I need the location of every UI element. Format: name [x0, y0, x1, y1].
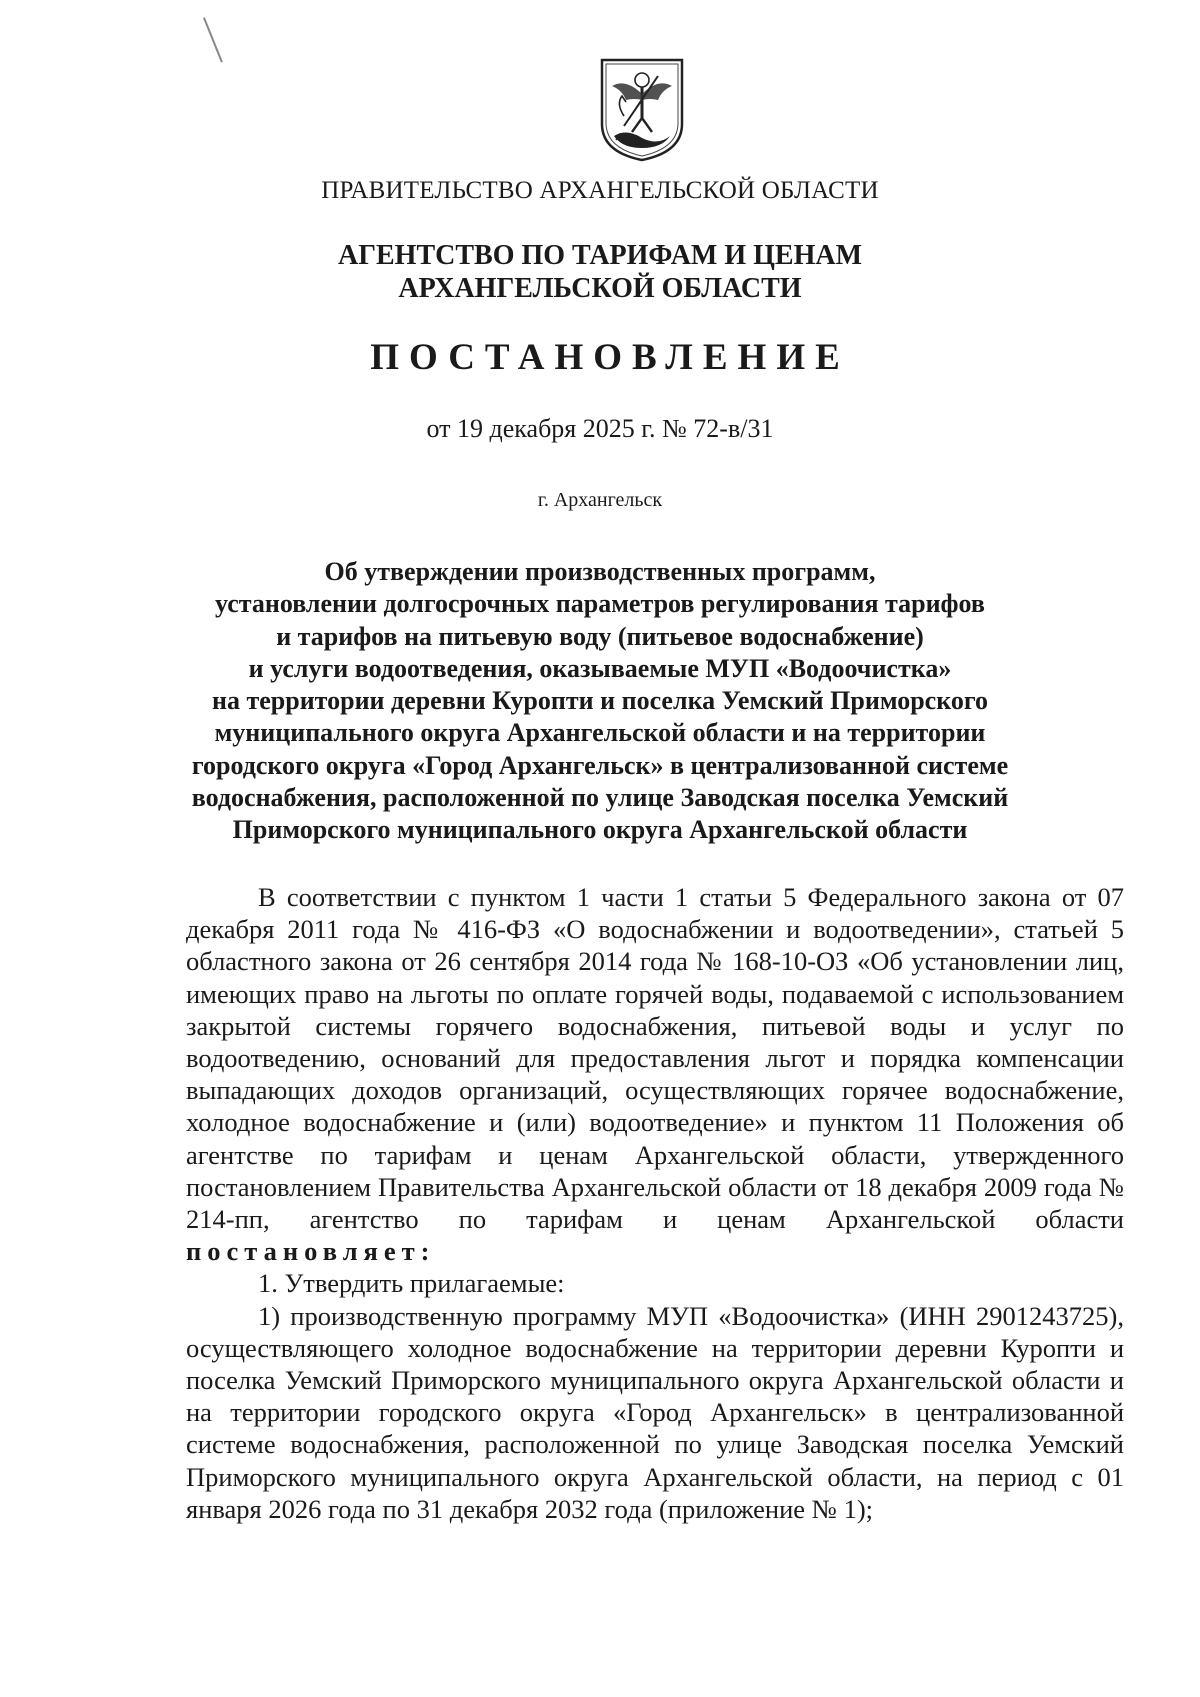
subject-line: муниципального округа Архангельской области и на территории	[214, 718, 986, 748]
point-1: 1. Утвердить прилагаемые:	[258, 1268, 565, 1299]
subject-line: установлении долгосрочных параметров регулирования тарифов	[215, 589, 985, 619]
government-name: ПРАВИТЕЛЬСТВО АРХАНГЕЛЬСКОЙ ОБЛАСТИ	[321, 177, 879, 204]
agency-name-line2: АРХАНГЕЛЬСКОЙ ОБЛАСТИ	[398, 273, 802, 304]
document-body	[186, 881, 1124, 1525]
scan-artifact-mark	[203, 17, 223, 62]
agency-name-line1: АГЕНТСТВО ПО ТАРИФАМ И ЦЕНАМ	[337, 240, 863, 271]
subject-line: городского округа «Город Архангельск» в централизованной системе	[191, 750, 1009, 780]
subject-line: и тарифов на питьевую воду (питьевое водоснабжение)	[276, 621, 924, 651]
document-subject	[0, 556, 1200, 847]
preamble-text: В соответствии с пунктом 1 части 1 статьи 5 Федерального закона от 07 декабря 2011 года № 416-ФЗ «О водоснабжении и водоотведении», статьей 5 областного закона от 26 сентября 2014 года № 168-10-ОЗ «Об установлении лиц, имеющих право на льготы по оплате горячей воды, подаваемой с использованием закрытой системы горячего водоснабжения, питьевой воды и услуг по водоотведению, оснований для предоставления льгот и порядка компенсации выпадающих доходов организаций, осуществляющих горячее водоснабжение, холодное водоснабжение и (или) водоотведение» и пунктом 11 Положения об агентстве по тарифам и ценам Архангельской области, утвержденного постановлением Правительства Архангельской области от 18 декабря 2009 года № 214-пп, агентство по тарифам и ценам Архангельской области	[186, 882, 1124, 1235]
subject-line: и услуги водоотведения, оказываемые МУП «Водоочистка»	[248, 653, 952, 683]
subject-line: водоснабжения, расположенной по улице Заводская поселка Уемский	[191, 783, 1009, 813]
subject-line: Об утверждении производственных программ,	[324, 557, 876, 586]
point-1-subitem-1: 1) производственную программу МУП «Водоочистка» (ИНН 2901243725), осуществляющего холодное водоснабжение на территории деревни Куропти и поселка Уемский Приморского муниципального округа Архангельской области и на территории городского округа «Город Архангельск» в централизованной системе водоснабжения, расположенной по улице Заводская поселка Уемский Приморского муниципального округа Архангельской области, на период с 01 января 2026 года по 31 декабря 2032 года (приложение № 1);	[186, 1300, 1124, 1524]
decrees-word: постановляет:	[186, 1236, 436, 1267]
document-date-number: от 19 декабря 2025 г. № 72-в/31	[426, 414, 774, 443]
preamble-paragraph	[186, 881, 1124, 1267]
coat-of-arms-icon	[596, 56, 688, 164]
agency-name	[0, 239, 1200, 305]
document-type-title: ПОСТАНОВЛЕНИЕ	[370, 337, 850, 378]
document-city: г. Архангельск	[537, 489, 663, 511]
subject-line: Приморского муниципального округа Архангельской области	[232, 815, 968, 845]
subject-line: на территории деревни Куропти и поселка Уемский Приморского	[211, 686, 988, 716]
